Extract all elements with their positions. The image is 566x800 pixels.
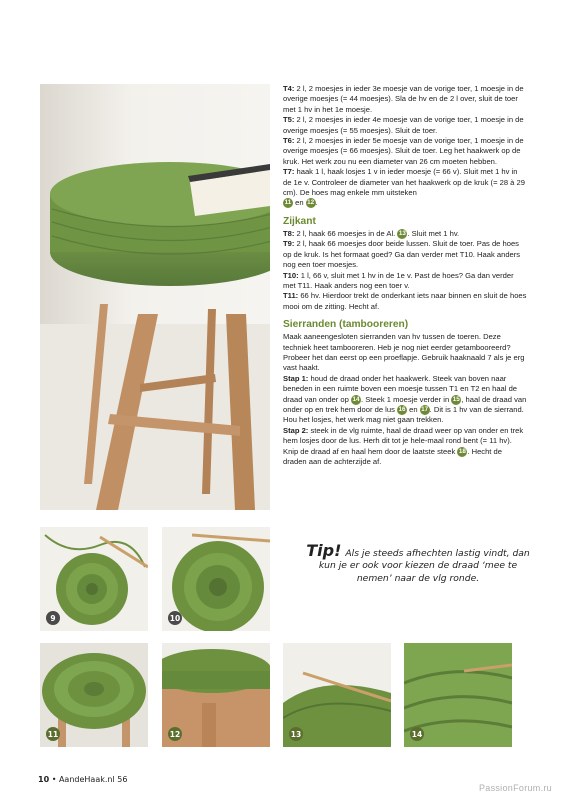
stap2-paragraph: Stap 2: steek in de vlg ruimte, haal de draad weer op van onder en trek hem losjes door de lus. Herh dit tot je hele-maal rond bent (= 11 hv). Knip de draad af en haal hem door de laatste steek 18 . Hecht de draden aan de achterzijde af. [283,425,524,466]
instructions-column [283,84,527,467]
photo-number-badge: 13 [289,727,303,741]
photo-number-badge: 9 [46,611,60,625]
t9-paragraph: T9: 2 l, haak 66 moesjes door beide lussen. Sluit de toer. Pas de hoes op de kruk. Is het formaat goed? Ga dan verder met T10. Haak anders nog een toer moesjes. [283,239,521,270]
photo-13 [283,643,391,747]
step-number: 12 [307,199,315,207]
photo-number-badge: 11 [46,727,60,741]
photo-number-badge: 14 [410,727,424,741]
t5-paragraph: T5: 2 l, 2 moesjes in ieder 4e moesje van de vorige toer, 1 moesje in de overige moesjes (= 55 moesjes). Sluit de toer. [283,115,524,135]
t7-paragraph: T7: haak 1 l, haak losjes 1 v in ieder moesje (= 66 v). Sluit met 1 hv in de 1e v. Controleer de diameter van het haakwerk op de kruk (= 28 à 29 cm). De hoes mag enkele mm uitsteken 11 en 12 . [283,167,525,208]
t6-paragraph: T6: 2 l, 2 moesjes in ieder 5e moesje van de vorige toer, 1 moesje in de overige moesjes (= 66 moesjes). Sluit de toer. Leg het haakwerk op de kruk. Het werk zou nu een diameter van 26 cm moeten hebben. [283,136,524,166]
photo-number-badge: 12 [168,727,182,741]
step-number: 16 [398,405,406,413]
photo-11 [40,643,148,747]
section-heading-zijkant: Zijkant [283,215,316,227]
photo-9 [40,527,148,631]
footer-brand: AandeHaak.nl 56 [58,775,128,784]
page-footer [38,775,127,784]
step-number: 13 [398,229,406,237]
section-heading-sierranden: Sierranden (tambooreren) [283,319,409,331]
step-number: 17 [421,405,429,413]
photo-12 [162,643,270,747]
t4-paragraph: T4: 2 l, 2 moesjes in ieder 3e moesje van de vorige toer, 1 moesje in de overige moesjes (= 44 moesjes). Sla de hv en de 2 l over, sluit de toer met 1 hv in het 1e moesje. [283,84,524,114]
footer-bullet: • [51,775,57,784]
t11-paragraph: T11: 66 hv. Hierdoor trekt de onderkant iets naar binnen en sluit de hoes mooi om de zitting. Hecht af. [283,291,527,311]
step-number: 18 [458,447,466,455]
photo-10 [162,527,270,631]
stool-photo [40,84,270,510]
intro-paragraph: Maak aaneengesloten sierranden van hv tussen de toeren. Deze techniek heet tambooreren. Heb je nog niet eerder getambooreerd? Probeer het dan eerst op een proeflapje. Gebruik haaknaald 7 als je erg vast haakt. [283,332,525,373]
step-number: 11 [284,199,292,207]
stap1-paragraph: Stap 1: houd de draad onder het haakwerk. Steek van boven naar beneden in een ruimte boven een moesje tussen T1 en T2 en haal de draad van onder op 14 . Steek 1 moesje verder in 15 , haal de draad van onder op en trek hem door de lus 16 en 17 . Dit is 1 hv van de sierrand. Hou het losjes, het werk mag niet gaan trekken. [283,373,527,425]
page-number: 10 [38,775,50,784]
tip-text: Als je steeds afhechten lastig vindt, dan kun je er ook voor kiezen de draad ‘mee te nemen’ naar de vlg ronde. [318,548,530,584]
watermark: PassionForum.ru [478,783,552,793]
photo-number-badge: 10 [168,611,182,625]
step-number: 14 [352,395,360,403]
tip-box [300,541,536,585]
step-number: 15 [452,395,460,403]
photo-14 [404,643,512,747]
t8-paragraph: T8: 2 l, haak 66 moesjes in de Al. 13 . Sluit met 1 hv. [283,228,460,238]
t10-paragraph: T10: 1 l, 66 v, sluit met 1 hv in de 1e v. Past de hoes? Ga dan verder met T11. Haak anders nog een toer v. [283,270,514,290]
tip-heading: Tip! [306,541,342,560]
